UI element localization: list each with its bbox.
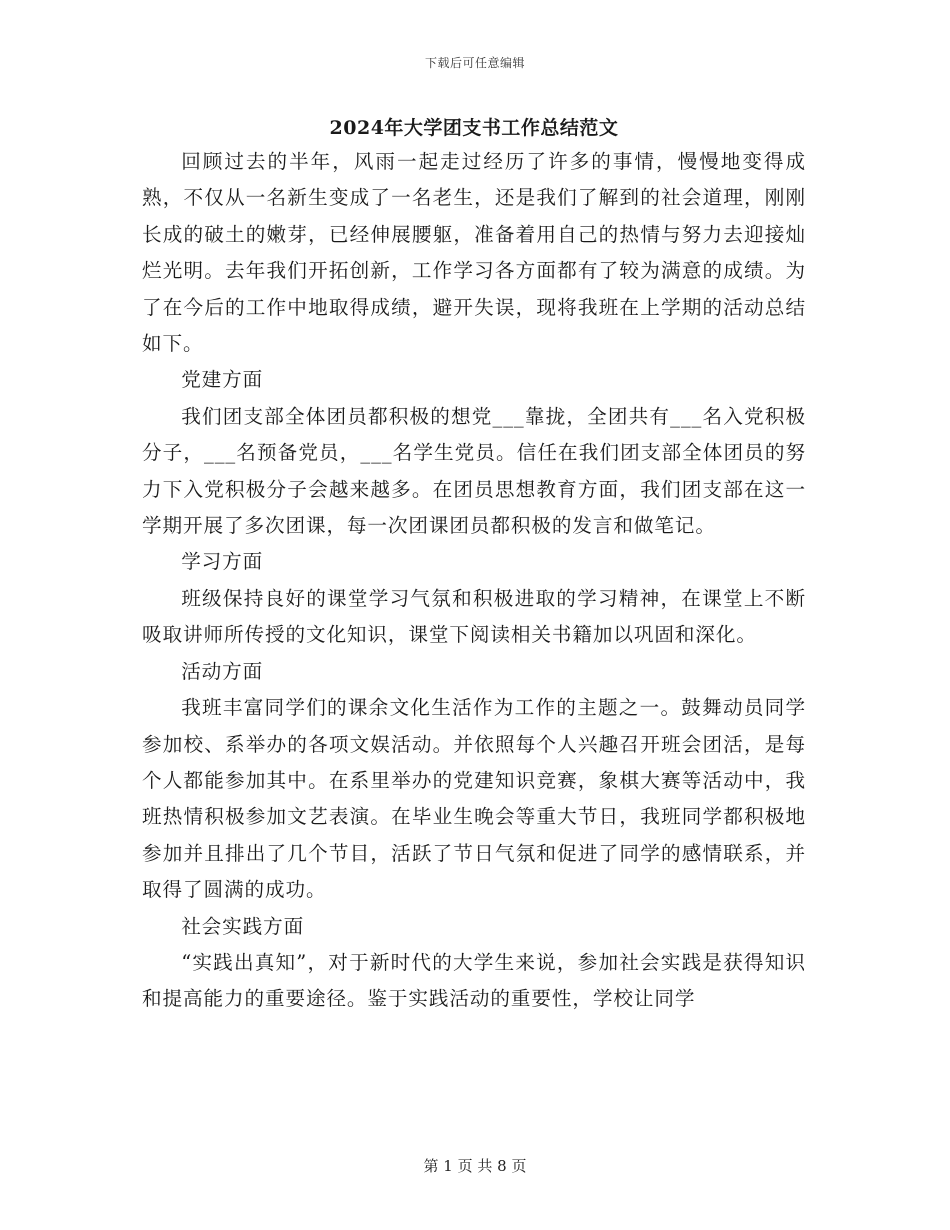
section-heading-study: 学习方面 xyxy=(181,550,264,574)
party-building-paragraph: 我们团支部全体团员都积极的想党___靠拢，全团共有___名入党积极分子，___名预备党员，___名学生党员。信任在我们团支部全体团员的努力下入党积极分子会越来越多。在团员思想教育方面，我们团支部在这一学期开展了多次团课，每一次团课团员都积极的发言和做笔记。 xyxy=(142,404,806,538)
section-heading-party-building: 党建方面 xyxy=(181,368,264,392)
study-paragraph: 班级保持良好的课堂学习气氛和积极进取的学习精神，在课堂上不断吸取讲师所传授的文化知识，课堂下阅读相关书籍加以巩固和深化。 xyxy=(142,586,806,647)
section-heading-activities: 活动方面 xyxy=(181,659,264,683)
document-title: 2024年大学团支书工作总结范文 xyxy=(329,117,619,139)
section-heading-social-practice: 社会实践方面 xyxy=(181,914,305,938)
intro-paragraph: 回顾过去的半年，风雨一起走过经历了许多的事情，慢慢地变得成熟，不仅从一名新生变成了一名老生，还是我们了解到的社会道理，刚刚长成的破土的嫩芽，已经伸展腰躯，准备着用自己的热情与努力去迎接灿烂光明。去年我们开拓创新，工作学习各方面都有了较为满意的成绩。为了在今后的工作中地取得成绩，避开失误，现将我班在上学期的活动总结如下。 xyxy=(142,150,806,356)
activities-paragraph: 我班丰富同学们的课余文化生活作为工作的主题之一。鼓舞动员同学参加校、系举办的各项文娱活动。并依照每个人兴趣召开班会团活，是每个人都能参加其中。在系里举办的党建知识竞赛，象棋大赛等活动中，我班热情积极参加文艺表演。在毕业生晚会等重大节日，我班同学都积极地参加并且排出了几个节目，活跃了节日气氛和促进了同学的感情联系，并取得了圆满的成功。 xyxy=(142,696,806,902)
document-page xyxy=(142,112,806,1018)
page-header-note: 下载后可任意编辑 xyxy=(424,56,525,70)
social-practice-paragraph: “实践出真知”，对于新时代的大学生来说，参加社会实践是获得知识和提高能力的重要途径。鉴于实践活动的重要性，学校让同学 xyxy=(142,950,806,1011)
document-body xyxy=(142,144,806,1018)
page-number-indicator: 第 1 页 共 8 页 xyxy=(423,1157,527,1175)
